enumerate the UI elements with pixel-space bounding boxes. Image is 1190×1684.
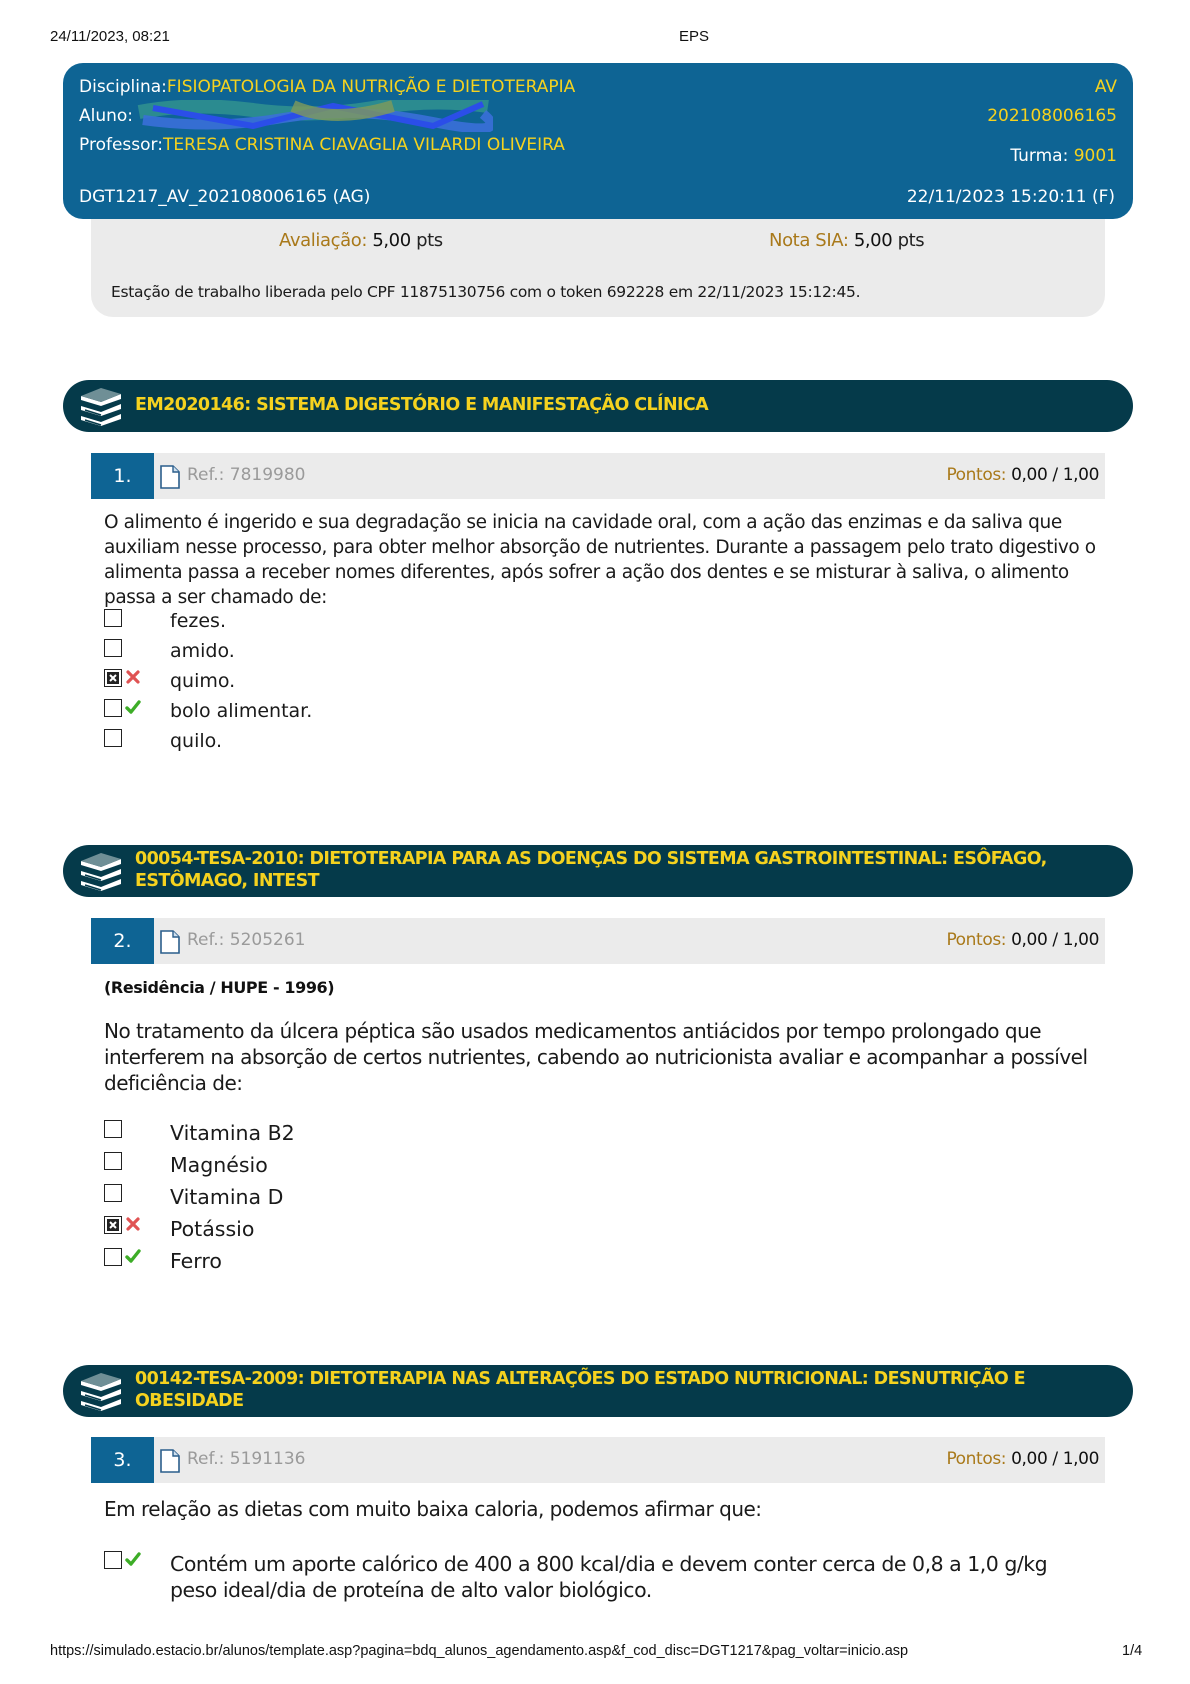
redacted-name-scribble xyxy=(133,100,493,132)
professor-value: TERESA CRISTINA CIAVAGLIA VILARDI OLIVEIRA xyxy=(162,135,565,155)
checkbox-checked[interactable] xyxy=(104,669,122,687)
checkbox[interactable] xyxy=(104,1120,122,1138)
points-score: 0,00 xyxy=(1011,930,1048,950)
answer-option[interactable] xyxy=(104,699,1104,723)
avaliacao-value: 5,00 xyxy=(372,230,411,251)
section-title: 00142-TESA-2009: DIETOTERAPIA NAS ALTERAÇÕES DO ESTADO NUTRICIONAL: DESNUTRIÇÃO E OBESIDADE xyxy=(135,1369,1026,1411)
question-number: 1. xyxy=(91,453,154,499)
option-label: Vitamina B2 xyxy=(170,1121,295,1145)
aluno-label: Aluno: xyxy=(79,106,134,126)
exam-date: 22/11/2023 15:20:11 (F) xyxy=(906,187,1115,207)
checkbox[interactable] xyxy=(104,1184,122,1202)
question-ref: Ref.: 5191136 xyxy=(187,1449,306,1469)
nota-sia-label: Nota SIA: xyxy=(769,230,849,251)
section-title: EM2020146: SISTEMA DIGESTÓRIO E MANIFESTAÇÃO CLÍNICA xyxy=(135,395,709,416)
question-ref: Ref.: 5205261 xyxy=(187,930,306,950)
books-icon xyxy=(77,851,125,891)
answer-option[interactable] xyxy=(104,1120,1104,1144)
answer-option[interactable] xyxy=(104,1152,1104,1176)
question-points: Pontos: 0,00 / 1,00 xyxy=(946,1449,1099,1469)
document-icon xyxy=(160,930,180,954)
option-label: Potássio xyxy=(170,1217,255,1241)
checkbox[interactable] xyxy=(104,1551,122,1569)
points-score: 0,00 xyxy=(1011,1449,1048,1469)
document-icon xyxy=(160,1449,180,1473)
question-points: Pontos: 0,00 / 1,00 xyxy=(946,465,1099,485)
checkbox-checked[interactable] xyxy=(104,1216,122,1234)
avaliacao-unit: pts xyxy=(416,230,443,251)
print-url: https://simulado.estacio.br/alunos/template.asp?pagina=bdq_alunos_agendamento.asp&f_cod_disc=DGT1217&pag_voltar=inicio.asp xyxy=(50,1643,909,1659)
nota-sia-value: 5,00 xyxy=(853,230,893,251)
checked-x-icon xyxy=(105,670,121,686)
matricula: 202108006165 xyxy=(987,106,1117,126)
checkbox[interactable] xyxy=(104,729,122,747)
option-label: Contém um aporte calórico de 400 a 800 kcal/dia e devem conter cerca de 0,8 a 1,0 g/kg peso ideal/dia de proteína de alto valor biológico. xyxy=(170,1552,1048,1602)
question-header xyxy=(91,453,1105,499)
books-icon xyxy=(77,386,125,426)
option-label: quimo. xyxy=(170,670,236,692)
question-header xyxy=(91,918,1105,964)
option-label: bolo alimentar. xyxy=(170,700,313,722)
question-number: 2. xyxy=(91,918,154,964)
workstation-info: Estação de trabalho liberada pelo CPF 11875130756 com o token 692228 em 22/11/2023 15:12:45. xyxy=(111,283,861,301)
section-header xyxy=(63,380,1133,432)
answer-option[interactable] xyxy=(104,639,1104,663)
points-max: / 1,00 xyxy=(1052,465,1099,485)
exam-header xyxy=(63,63,1133,219)
question-text: Em relação as dietas com muito baixa caloria, podemos afirmar que: xyxy=(104,1497,762,1521)
points-max: / 1,00 xyxy=(1052,930,1099,950)
option-label: quilo. xyxy=(170,730,222,752)
checkbox[interactable] xyxy=(104,1152,122,1170)
correct-mark-icon xyxy=(125,1248,141,1266)
exam-code: DGT1217_AV_202108006165 (AG) xyxy=(79,187,371,207)
checked-x-icon xyxy=(105,1217,121,1233)
wrong-mark-icon xyxy=(125,669,141,687)
disciplina-label: Disciplina: xyxy=(79,77,167,97)
option-label: Ferro xyxy=(170,1249,222,1273)
answer-option[interactable] xyxy=(104,1551,1104,1605)
checkbox[interactable] xyxy=(104,609,122,627)
option-label: amido. xyxy=(170,640,235,662)
correct-mark-icon xyxy=(125,1551,141,1569)
print-page: 1/4 xyxy=(1122,1643,1143,1659)
section-header xyxy=(63,1365,1133,1417)
question-points: Pontos: 0,00 / 1,00 xyxy=(946,930,1099,950)
professor-label: Professor: xyxy=(79,135,163,155)
question-text: No tratamento da úlcera péptica são usados medicamentos antiácidos por tempo prolongado que interferem na absorção de certos nutrientes, cabendo ao nutricionista avaliar e acompanhar a possível deficiência de: xyxy=(104,1019,1088,1095)
document-icon xyxy=(160,465,180,489)
print-title: EPS xyxy=(679,28,710,45)
answer-option[interactable] xyxy=(104,609,1104,633)
question-source: (Residência / HUPE - 1996) xyxy=(104,978,335,997)
print-datetime: 24/11/2023, 08:21 xyxy=(50,28,170,45)
option-label: fezes. xyxy=(170,610,226,632)
grade-summary xyxy=(91,219,1105,317)
section-header xyxy=(63,845,1133,897)
answer-option[interactable] xyxy=(104,1216,1104,1240)
section-title: 00054-TESA-2010: DIETOTERAPIA PARA AS DOENÇAS DO SISTEMA GASTROINTESTINAL: ESÔFAGO, ESTÔMAGO, INTEST xyxy=(135,849,1047,891)
turma-label: Turma: xyxy=(1010,146,1069,166)
answer-option[interactable] xyxy=(104,669,1104,693)
nota-sia-unit: pts xyxy=(897,230,925,251)
exam-type: AV xyxy=(1094,77,1117,97)
answer-option[interactable] xyxy=(104,1248,1104,1272)
question-text: O alimento é ingerido e sua degradação se inicia na cavidade oral, com a ação das enzimas e da saliva que auxiliam nesse processo, para obter melhor absorção de nutrientes. Durante a passagem pelo trato digestivo o alimenta passa a receber nomes diferentes, após sofrer a ação dos dentes e se misturar à saliva, o alimento passa a ser chamado de: xyxy=(104,512,1096,608)
answer-option[interactable] xyxy=(104,729,1104,753)
checkbox[interactable] xyxy=(104,639,122,657)
turma-value: 9001 xyxy=(1073,146,1117,166)
question-ref: Ref.: 7819980 xyxy=(187,465,306,485)
avaliacao-label: Avaliação: xyxy=(279,230,367,251)
points-score: 0,00 xyxy=(1011,465,1048,485)
option-label: Vitamina D xyxy=(170,1185,284,1209)
books-icon xyxy=(77,1371,125,1411)
option-label: Magnésio xyxy=(170,1153,268,1177)
disciplina-value: FISIOPATOLOGIA DA NUTRIÇÃO E DIETOTERAPIA xyxy=(166,77,576,97)
correct-mark-icon xyxy=(125,699,141,717)
question-header xyxy=(91,1437,1105,1483)
wrong-mark-icon xyxy=(125,1216,141,1234)
answer-option[interactable] xyxy=(104,1184,1104,1208)
checkbox[interactable] xyxy=(104,699,122,717)
points-max: / 1,00 xyxy=(1052,1449,1099,1469)
checkbox[interactable] xyxy=(104,1248,122,1266)
question-number: 3. xyxy=(91,1437,154,1483)
